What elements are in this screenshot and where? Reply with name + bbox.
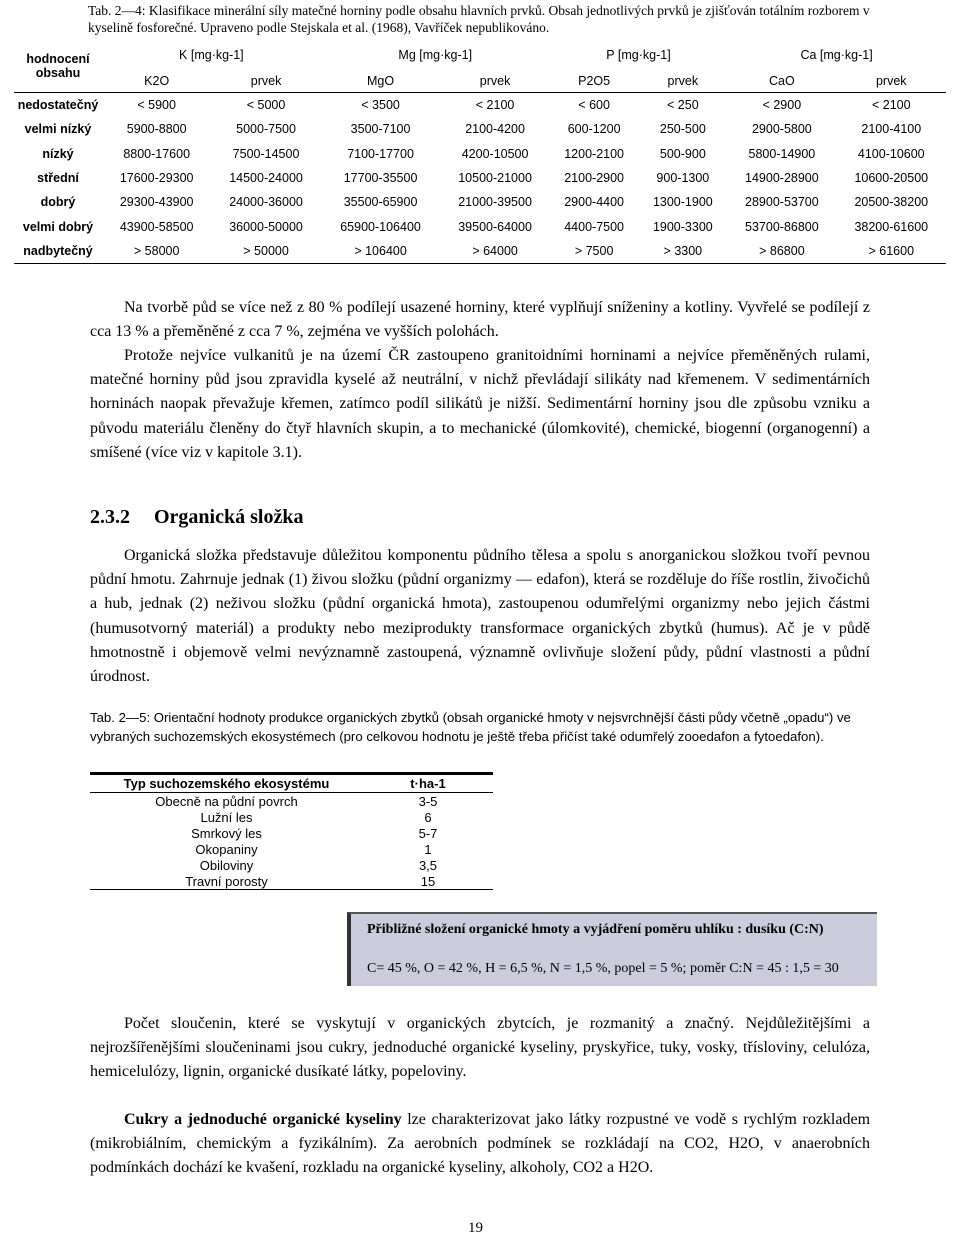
- group-header-p: P [mg·kg-1]: [606, 48, 671, 62]
- table-cell: 900-1300: [656, 171, 710, 186]
- group-header-mg: Mg [mg·kg-1]: [398, 48, 473, 62]
- table-cell: 5000-7500: [236, 122, 296, 137]
- table-cell: > 50000: [243, 243, 289, 258]
- table-row: [90, 793, 493, 810]
- table-cell: Obecně na půdní povrch: [155, 793, 298, 809]
- table-caption-2-4: Tab. 2—4: Klasifikace minerální síly matečné horniny podle obsahu hlavních prvků. Obsah jednotlivých prvků je zjišťován totálním rozborem v kyselině fosforečné. Upraveno podle Stejskala et al. (1968), Vavříček nepublikováno.: [88, 3, 870, 35]
- table-cell: 600-1200: [567, 122, 621, 137]
- subheader: P2O5: [578, 74, 611, 88]
- table-cell: 28900-53700: [745, 195, 819, 210]
- table-cell: < 5900: [137, 98, 176, 113]
- table-cell: 1200-2100: [564, 146, 625, 161]
- table-cell: 35500-65900: [343, 195, 418, 210]
- column-header: t·ha-1: [363, 774, 493, 793]
- table-cell: 6: [424, 809, 432, 825]
- table-cell: > 7500: [574, 243, 614, 258]
- table-cell: 36000-50000: [229, 219, 303, 234]
- mineral-classification-table: [14, 40, 946, 264]
- organic-production-table: [90, 772, 493, 890]
- row-label: velmi dobrý: [22, 219, 94, 234]
- info-box-values: C= 45 %, O = 42 %, H = 6,5 %, N = 1,5 %, popel = 5 %; poměr C:N = 45 : 1,5 = 30: [367, 961, 839, 976]
- row-label: nízký: [42, 146, 74, 161]
- table-row: [14, 239, 946, 264]
- table-cell: 65900-106400: [340, 219, 421, 234]
- table-cell: 17600-29300: [119, 171, 194, 186]
- table-cell: 17700-35500: [343, 171, 418, 186]
- bold-term: Cukry a jednoduché organické kyseliny: [124, 1111, 402, 1128]
- table-row: [14, 214, 946, 238]
- table-cell: > 64000: [472, 243, 518, 258]
- group-header-k: K [mg·kg-1]: [179, 48, 244, 62]
- table-cell: > 106400: [354, 243, 407, 258]
- table-cell: 39500-64000: [458, 219, 532, 234]
- table-cell: 10600-20500: [854, 171, 929, 186]
- table-cell: < 2100: [475, 98, 515, 113]
- table-cell: 3-5: [418, 793, 438, 809]
- table-cell: 2900-4400: [564, 195, 625, 210]
- table-cell: 24000-36000: [229, 195, 303, 210]
- table-cell: 2100-4200: [465, 122, 525, 137]
- subheader: K2O: [144, 74, 170, 88]
- table-cell: < 2900: [762, 98, 802, 113]
- row-label: střední: [37, 171, 79, 186]
- table-cell: 2900-5800: [751, 122, 812, 137]
- table-cell: 250-500: [659, 122, 706, 137]
- paragraph: Organická složka představuje důležitou komponentu půdního tělesa a spolu s anorganickou složkou tvoří pevnou půdní hmotu. Zahrnuje jednak (1) živou složku (půdní organizmy — edafon), která se rozděluje do říše rostlin, živočichů a hub, jednak (2) neživou složku (půdní organická hmota), zastoupenou odumřelými organizmy nebo jejich částmi (humusotvorný materiál) a produkty nebo meziprodukty transformace organických zbytků (humus). Ač je v půdě hmotnostně i objemově velmi nevýznamně zastoupená, významně ovlivňuje složení půdy, půdní vlastnosti a půdní úrodnost.: [90, 547, 870, 686]
- subheader: prvek: [479, 74, 511, 88]
- row-label: velmi nízký: [24, 122, 92, 137]
- table-row: [14, 93, 946, 118]
- table-row: [14, 166, 946, 190]
- table-cell: < 2100: [871, 98, 911, 113]
- table-cell: 4200-10500: [461, 146, 529, 161]
- table-cell: > 86800: [759, 243, 805, 258]
- table-cell: 2100-4100: [861, 122, 922, 137]
- table-cell: Okopaniny: [195, 841, 258, 857]
- table-cell: 10500-21000: [458, 171, 532, 186]
- table-row: [90, 825, 493, 841]
- row-label: nedostatečný: [17, 98, 99, 113]
- column-header: Typ suchozemského ekosystému: [90, 774, 363, 793]
- table-cell: 5800-14900: [748, 146, 816, 161]
- row-label: nadbytečný: [23, 243, 93, 258]
- row-label: dobrý: [40, 195, 76, 210]
- table-cell: < 600: [578, 98, 610, 113]
- table-cell: Lužní les: [200, 809, 253, 825]
- table-row: [14, 142, 946, 166]
- paragraph: Počet sloučenin, které se vyskytují v organických zbytcích, je rozmanitý a značný. Nejdůležitějšími a nejrozšířenějšími sloučeninami jsou cukry, jednoduché organické kyseliny, pryskyřice, tuky, vosky, třísloviny, celulóza, hemicelulózy, lignin, organické dusíkaté látky, popeloviny.: [90, 1015, 870, 1081]
- table-cell: 8800-17600: [123, 146, 191, 161]
- section-title: Organická složka: [154, 506, 304, 528]
- table-cell: 53700-86800: [745, 219, 819, 234]
- section-number: 2.3.2: [90, 506, 130, 528]
- table-cell: 38200-61600: [854, 219, 929, 234]
- subheader: CaO: [769, 74, 795, 88]
- table-caption-2-5: Tab. 2—5: Orientační hodnoty produkce organických zbytků (obsah organické hmoty v nejsvrchnější části půdy včetně „opadu“) ve vybraných suchozemských ekosystémech (pro celkovou hodnotu je ještě třeba přičíst také odumřelý zooedafon a fytoedafon).: [90, 710, 851, 744]
- table-cell: < 250: [667, 98, 699, 113]
- table-cell: > 61600: [868, 243, 915, 258]
- table-cell: 21000-39500: [458, 195, 532, 210]
- table-cell: 2100-2900: [564, 171, 625, 186]
- table-row: [90, 857, 493, 873]
- table-row: [14, 117, 946, 141]
- table-cell: 29300-43900: [119, 195, 194, 210]
- table-cell: Travní porosty: [90, 873, 363, 890]
- info-box-title: Přibližné složení organické hmoty a vyjádření poměru uhlíku : dusíku (C:N): [367, 922, 824, 937]
- paragraph-text: lze charakterizovat jako látky rozpustné ve vodě s rychlým rozkladem (mikrobiálním, chemickým a fyzikálním). Za aerobních podmínek se rozkládají na CO2, H2O, v anaerobních podmínkách dochází ke kvašení, rozkladu na organické kyseliny, alkoholy, CO2 a H2O.: [90, 1111, 871, 1177]
- table-cell: Obiloviny: [199, 857, 254, 873]
- paragraph: Na tvorbě půd se více než z 80 % podílejí usazené horniny, které vyplňují sníženiny a kotliny. Vyvřelé se podílejí z cca 13 % a přeměněné z cca 7 %, zejména ve vyšších polohách.: [90, 299, 870, 341]
- table-row: [14, 190, 946, 214]
- subheader: prvek: [875, 74, 907, 88]
- table-cell: 3500-7100: [350, 122, 411, 137]
- table-row: [90, 809, 493, 825]
- table-cell: > 3300: [663, 243, 703, 258]
- table-cell: 1: [424, 841, 432, 857]
- table-cell: < 5000: [246, 98, 286, 113]
- table-cell: 500-900: [659, 146, 706, 161]
- paragraph: Protože nejvíce vulkanitů je na území ČR zastoupeno granitoidními horninami a nejvíce přeměněných rulami, matečné horniny půd jsou zpravidla kyselé až neutrální, v nichž převládají silikáty nad křemenem. V sedimentárních horninách naopak převažuje křemen, zatímco podíl silikátů je nižší. Sedimentární horniny jsou dle způsobu vzniku a původu materiálu členěny do čtyř hlavních skupin, a to mechanické (úlomkovité), chemické, biogenní (organogenní) a smíšené (více viz v kapitole 3.1).: [90, 347, 870, 461]
- table-cell: 3,5: [418, 857, 438, 873]
- subheader: prvek: [667, 74, 699, 88]
- table-cell: Smrkový les: [191, 825, 262, 841]
- table-cell: 20500-38200: [854, 195, 929, 210]
- table-cell: 43900-58500: [119, 219, 194, 234]
- table-cell: 5900-8800: [126, 122, 187, 137]
- page-number: 19: [468, 1220, 483, 1236]
- table-cell: 5-7: [418, 825, 438, 841]
- group-header-ca: Ca [mg·kg-1]: [800, 48, 873, 62]
- corner-header: hodnocení obsahu: [26, 52, 90, 80]
- table-cell: < 3500: [361, 98, 400, 113]
- table-cell: 15: [363, 873, 493, 890]
- table-cell: > 58000: [133, 243, 180, 258]
- section-heading: [90, 506, 303, 529]
- table-cell: 4100-10600: [857, 146, 925, 161]
- table-cell: 7500-14500: [232, 146, 300, 161]
- table-cell: 7100-17700: [347, 146, 414, 161]
- table-row: [90, 841, 493, 857]
- subheader: MgO: [367, 74, 395, 88]
- table-row: [90, 873, 493, 890]
- table-cell: 1300-1900: [652, 195, 713, 210]
- paragraph: [90, 1108, 870, 1181]
- subheader: prvek: [250, 74, 282, 88]
- info-box: [347, 912, 877, 986]
- table-cell: 14900-28900: [745, 171, 819, 186]
- table-cell: 1900-3300: [652, 219, 713, 234]
- table-cell: 4400-7500: [564, 219, 625, 234]
- table-cell: 14500-24000: [229, 171, 303, 186]
